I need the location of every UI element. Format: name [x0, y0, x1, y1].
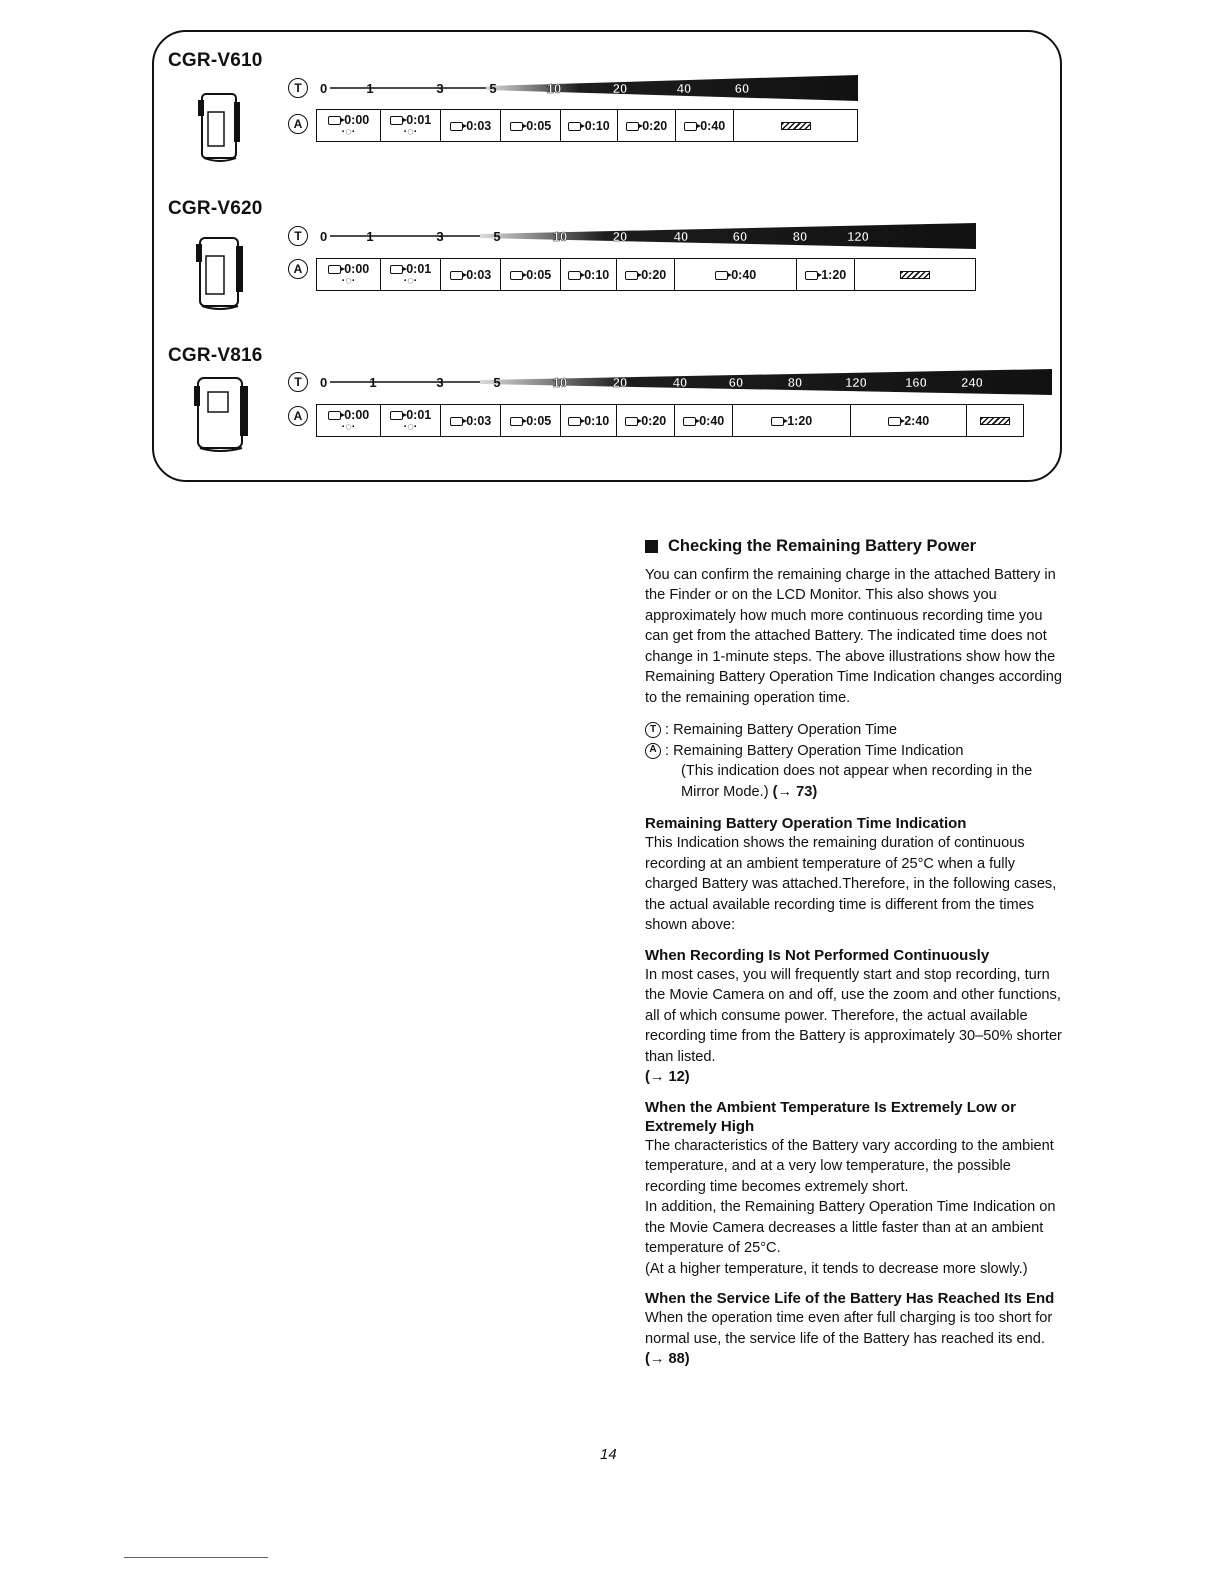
scale-tick-label: 40 [676, 81, 692, 96]
rbo-paragraph: This Indication shows the remaining duration of continuous recording at an ambient temperature of 25°C when a fully charged Battery was attached.Therefore, in the following cases, the actual available recording time is different from the times shown above: [645, 835, 1057, 933]
scale-tick-label: 80 [787, 375, 803, 390]
scale-tick-label: 120 [845, 375, 867, 390]
indication-cell: 0:40 [675, 259, 797, 290]
model-label-v816: CGR-V816 [168, 345, 263, 366]
blinking-icon: ·◌· [403, 421, 418, 433]
scale-tick-label: 3 [436, 375, 444, 390]
indication-cell: 0:10 [561, 259, 617, 290]
bullet-square-icon [645, 540, 658, 553]
scale-tick-label: 1 [369, 375, 377, 390]
scale-tick-label: 40 [672, 375, 688, 390]
indication-cell: 0:20 [618, 110, 676, 141]
indication-table-v816 [316, 404, 1024, 437]
case3-heading: When the Service Life of the Battery Has Reached Its End [645, 1290, 1055, 1307]
indication-symbol-icon: A [645, 743, 661, 759]
page-ref: (→ 12) [645, 1069, 690, 1085]
indication-cell: 0:05 [501, 405, 561, 436]
battery-indicator-icon [450, 417, 463, 426]
battery-indicator-icon [683, 417, 696, 426]
battery-indicator-icon [568, 417, 581, 426]
indication-cell: 0:00 ·◌· [317, 110, 381, 141]
model-label-v620: CGR-V620 [168, 198, 263, 219]
blinking-icon: ·◌· [341, 126, 356, 138]
time-symbol: T [288, 372, 308, 392]
scale-tick-label: 0 [320, 375, 328, 390]
indication-cell: 0:00 ·◌· [317, 405, 381, 436]
battery-indicator-icon [510, 417, 523, 426]
scale-tick-label: 5 [493, 229, 501, 244]
time-scale-v816 [0, 0, 1224, 465]
intro-paragraph: You can confirm the remaining charge in the attached Battery in the Finder or on the LCD Monitor. This also shows you approximately how much more continuous recording time you can get from the attached Battery. The indicated time does not change in 1-minute steps. The above illustrations show how the Remaining Battery Operation Time Indication changes according to the remaining operation time. [645, 566, 1062, 706]
section-heading: Checking the Remaining Battery Power [645, 536, 1065, 557]
indication-cell: 0:10 [561, 110, 618, 141]
scale-tick-label: 60 [728, 375, 744, 390]
indication-cell: 0:01 ·◌· [381, 110, 441, 141]
time-symbol: T [288, 226, 308, 246]
indication-cell: 0:20 [617, 405, 675, 436]
time-symbol: T [288, 78, 308, 98]
indication-cell: 1:20 [797, 259, 855, 290]
indication-cell: 0:01 ·◌· [381, 259, 441, 290]
scale-tick-label: 240 [961, 375, 983, 390]
indication-symbol: A [288, 406, 308, 426]
scale-tick-label: 0 [320, 229, 328, 244]
full-battery-cell [967, 405, 1023, 436]
indication-cell: 0:10 [561, 405, 617, 436]
scale-tick-label: 120 [847, 229, 869, 244]
page-ref: (→ 88) [645, 1351, 690, 1367]
page-ref: (→ 73) [772, 783, 818, 800]
case2-heading: When the Ambient Temperature Is Extremely Low or Extremely High [645, 1098, 1016, 1135]
scale-tick-label: 1 [366, 81, 374, 96]
battery-indicator-icon [328, 411, 341, 420]
indication-cell: 0:01 ·◌· [381, 405, 441, 436]
battery-indicator-icon [390, 411, 403, 420]
model-label-v610: CGR-V610 [168, 50, 263, 71]
case3-paragraph: When the operation time even after full charging is too short for normal use, the service life of the Battery has reached its end. (→ 88) [645, 1310, 1053, 1367]
scale-tick-label: 1 [366, 229, 374, 244]
battery-indicator-icon [888, 417, 901, 426]
case2-paragraph: In addition, the Remaining Battery Operation Time Indication on the Movie Camera decreases a little faster than at an ambient temperature of 25°C. [645, 1199, 1056, 1256]
scale-tick-label: 5 [489, 81, 497, 96]
scale-tick-label: 80 [792, 229, 808, 244]
scale-tick-label: 3 [436, 81, 444, 96]
legend-note: (This indication does not appear when recording in the Mirror Mode.) (→ 73) [681, 763, 1033, 800]
indication-symbol: A [288, 114, 308, 134]
scale-tick-label: 3 [436, 229, 444, 244]
legend-indication: A : Remaining Battery Operation Time Indication [645, 741, 1065, 762]
scale-tick-label: 60 [732, 229, 748, 244]
indication-cell: 0:40 [676, 110, 734, 141]
indication-cell: 0:05 [501, 259, 561, 290]
blinking-icon: ·◌· [341, 421, 356, 433]
indication-symbol: A [288, 259, 308, 279]
blinking-icon: ·◌· [341, 275, 356, 287]
scale-tick-label: 10 [552, 229, 568, 244]
case1-heading: When Recording Is Not Performed Continuously [645, 946, 990, 964]
indication-cell: 0:05 [501, 110, 561, 141]
scale-tick-label: 10 [546, 81, 562, 96]
indication-cell: 0:20 [617, 259, 675, 290]
battery-indicator-icon [625, 417, 638, 426]
scale-tick-label: 10 [552, 375, 568, 390]
scale-tick-label: 160 [905, 375, 927, 390]
scale-tick-label: 20 [612, 81, 628, 96]
scale-tick-label: 0 [320, 81, 328, 96]
indication-cell: 0:03 [441, 405, 501, 436]
indication-cell: 0:03 [441, 110, 501, 141]
scale-tick-label: 5 [493, 375, 501, 390]
footer-rule [124, 1557, 268, 1558]
scale-tick-label: 40 [673, 229, 689, 244]
case2-paragraph: The characteristics of the Battery vary according to the ambient temperature, and at a very low temperature, the possible recording time becomes extremely short. [645, 1137, 1054, 1195]
legend [645, 720, 1065, 802]
case2-paragraph: (At a higher temperature, it tends to decrease more slowly.) [645, 1260, 1028, 1277]
scale-tick-label: 20 [612, 375, 628, 390]
text-column [645, 536, 1065, 1370]
scale-tick-label: 20 [612, 229, 628, 244]
indication-cell: 0:00 ·◌· [317, 259, 381, 290]
indication-cell: 0:03 [441, 259, 501, 290]
indication-cell: 0:40 [675, 405, 733, 436]
scale-tick-label: 60 [734, 81, 750, 96]
indication-cell: 2:40 [851, 405, 967, 436]
blinking-icon: ·◌· [403, 275, 418, 287]
rbo-heading: Remaining Battery Operation Time Indication [645, 815, 967, 832]
indication-cell: 1:20 [733, 405, 851, 436]
battery-indicator-icon [771, 417, 784, 426]
full-battery-icon [980, 417, 1010, 425]
page-number: 14 [600, 1446, 617, 1463]
legend-time: T : Remaining Battery Operation Time [645, 720, 1065, 741]
case1-paragraph: In most cases, you will frequently start and stop recording, turn the Movie Camera on and off, use the zoom and other functions, all of which consume power. Therefore, the actual available recording time from the Battery is approximately 30–50% shorter than listed. [645, 966, 1062, 1065]
blinking-icon: ·◌· [403, 126, 418, 138]
time-symbol-icon: T [645, 722, 661, 738]
